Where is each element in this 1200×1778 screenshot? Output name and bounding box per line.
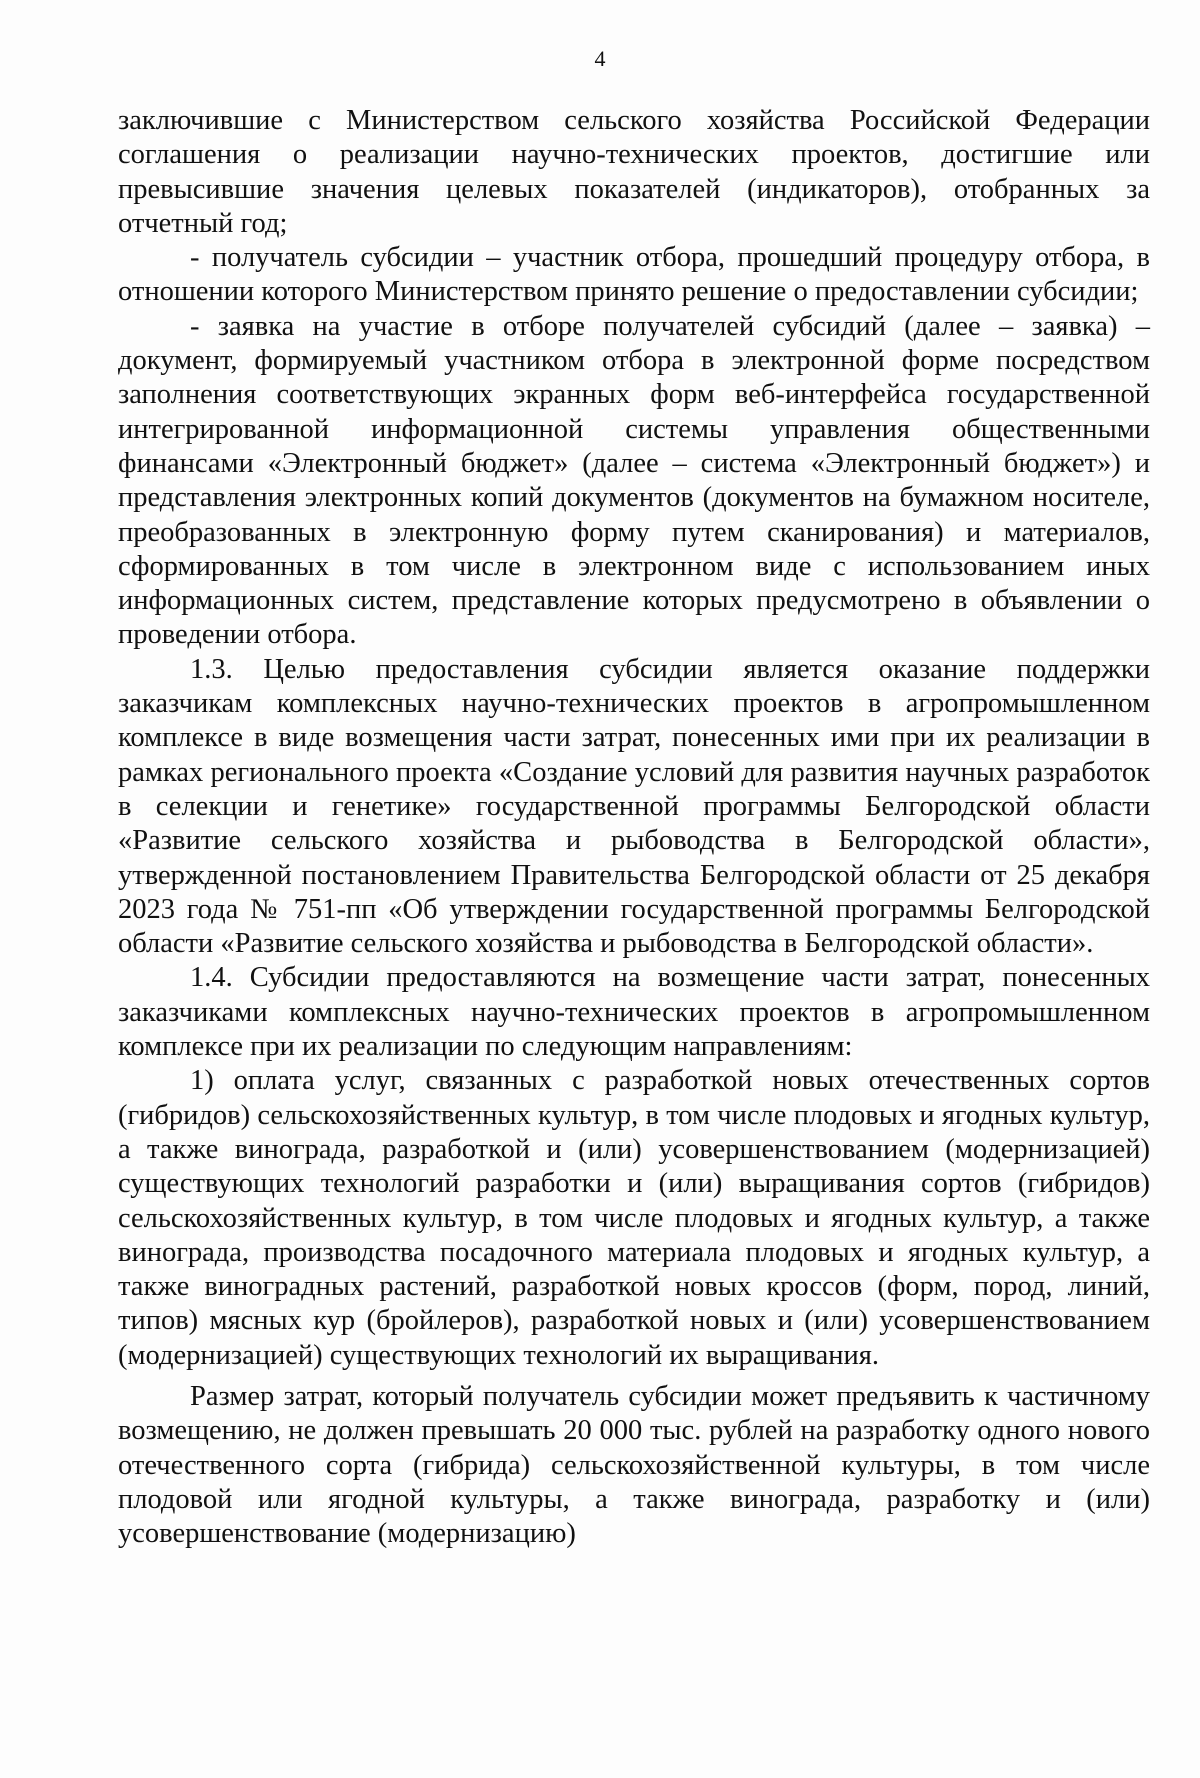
paragraph-application-definition: - заявка на участие в отборе получателей субсидий (далее – заявка) – документ, формируемый участником отбора в электронной форме посредством заполнения соответствующих экранных форм веб-интерфейса государственной интегрированной информационной системы управления общественными финансами «Электронный бюджет» (далее – система «Электронный бюджет») и представления электронных копий документов (документов на бумажном носителе, преобразованных в электронную форму путем сканирования) и материалов, сформированных в том числе в электронном виде с использованием иных информационных систем, представление которых предусмотрено в объявлении о проведении отбора. <box>118 310 1150 651</box>
paragraph-section-1-3: 1.3. Целью предоставления субсидии является оказание поддержки заказчикам комплексных научно-технических проектов в агропромышленном комплексе в виде возмещения части затрат, понесенных ими при их реализации в рамках регионального проекта «Создание условий для развития научных разработок в селекции и генетике» государственной программы Белгородской области «Развитие сельского хозяйства и рыбоводства в Белгородской области», утвержденной постановлением Правительства Белгородской области от 25 декабря 2023 года № 751-пп «Об утверждении государственной программы Белгородской области «Развитие сельского хозяйства и рыбоводства в Белгородской области». <box>118 653 1150 960</box>
paragraph-section-1-4: 1.4. Субсидии предоставляются на возмещение части затрат, понесенных заказчиками комплексных научно-технических проектов в агропромышленном комплексе при их реализации по следующим направлениям: <box>118 962 1150 1063</box>
paragraph-cost-limit: Размер затрат, который получатель субсидии может предъявить к частичному возмещению, не должен превышать 20 000 тыс. рублей на разработку одного нового отечественного сорта (гибрида) сельскохозяйственной культуры, в том числе плодовой или ягодной культуры, а также винограда, разработку и (или) усовершенствование (модернизацию) <box>118 1380 1150 1550</box>
page-number: 4 <box>594 46 606 71</box>
paragraph-item-1: 1) оплата услуг, связанных с разработкой новых отечественных сортов (гибридов) сельскохозяйственных культур, в том числе плодовых и ягодных культур, а также винограда, разработкой и (или) усовершенствованием (модернизацией) существующих технологий разработки и (или) выращивания сортов (гибридов) сельскохозяйственных культур, в том числе плодовых и ягодных культур, а также винограда, производства посадочного материала плодовых и ягодных культур, а также виноградных растений, разработкой новых кроссов (форм, пород, линий, типов) мясных кур (бройлеров), разработкой новых и (или) усовершенствованием (модернизацией) существующих технологий их выращивания. <box>118 1065 1150 1371</box>
paragraph-subsidy-recipient-definition: - получатель субсидии – участник отбора, прошедший процедуру отбора, в отношении которого Министерством принято решение о предоставлении субсидии; <box>118 242 1150 308</box>
document-body <box>118 104 1150 1551</box>
paragraph-continuation: заключившие с Министерством сельского хозяйства Российской Федерации соглашения о реализации научно-технических проектов, достигшие или превысившие значения целевых показателей (индикаторов), отобранных за отчетный год; <box>118 105 1150 239</box>
